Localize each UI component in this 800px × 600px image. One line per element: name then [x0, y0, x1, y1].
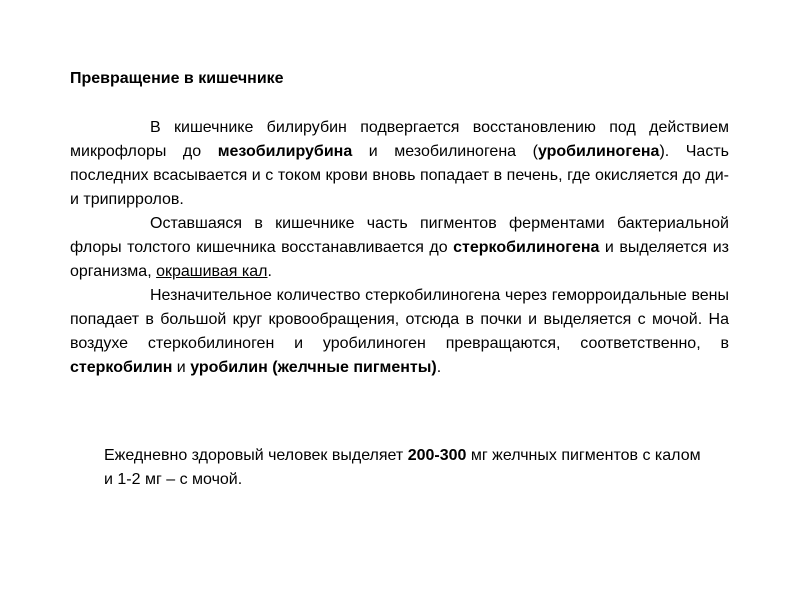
paragraph-stercobilinogen [70, 212, 729, 284]
term-stercobilin: стеркобилин [70, 359, 173, 376]
main-text [70, 116, 729, 380]
text-span: и выделяется из организма, [70, 239, 729, 280]
footer-paragraph [104, 444, 704, 492]
term-urobilin: уробилин (желчные пигменты) [190, 359, 437, 376]
text-span: . [436, 359, 442, 376]
term-stercobilinogen: стеркобилиногена [453, 239, 600, 256]
text-span: мг желчных пигментов с калом и 1-2 мг – с мочой. [104, 447, 701, 488]
text-span: Ежедневно здоровый человек выделяет [104, 447, 408, 464]
paragraph-intestinal-reduction [70, 116, 729, 212]
slide-title: Превращение в кишечнике [70, 70, 284, 87]
term-mesobilirubin: мезобилирубина [217, 143, 353, 160]
text-span: и мезобилиногена ( [352, 143, 538, 160]
text-span: Незначительное количество стеркобилиногена через геморроидальные вены попадает в большой круг кровообращения, отсюда в почки и выделяется с мочой. На воздухе стеркобилиноген и уробилиноген превращаются, соответственно, в [70, 287, 729, 352]
paragraph-excretion [70, 284, 729, 380]
underlined-phrase: окрашивая кал [156, 263, 268, 280]
daily-excretion-note [104, 444, 704, 492]
term-urobilinogen: уробилиногена [537, 143, 660, 160]
text-span: Оставшаяся в кишечнике часть пигментов ферментами бактериальной флоры толстого кишечника восстанавливается до [70, 215, 729, 256]
text-span: В кишечнике билирубин подвергается восстановлению под действием микрофлоры до [70, 119, 729, 160]
text-span: ). Часть последних всасывается и с током крови вновь попадает в печень, где окисляется до ди- и трипирролов. [70, 143, 729, 208]
text-span: и [172, 359, 191, 376]
amount-bold: 200-300 [407, 447, 467, 464]
text-span: . [267, 263, 272, 280]
